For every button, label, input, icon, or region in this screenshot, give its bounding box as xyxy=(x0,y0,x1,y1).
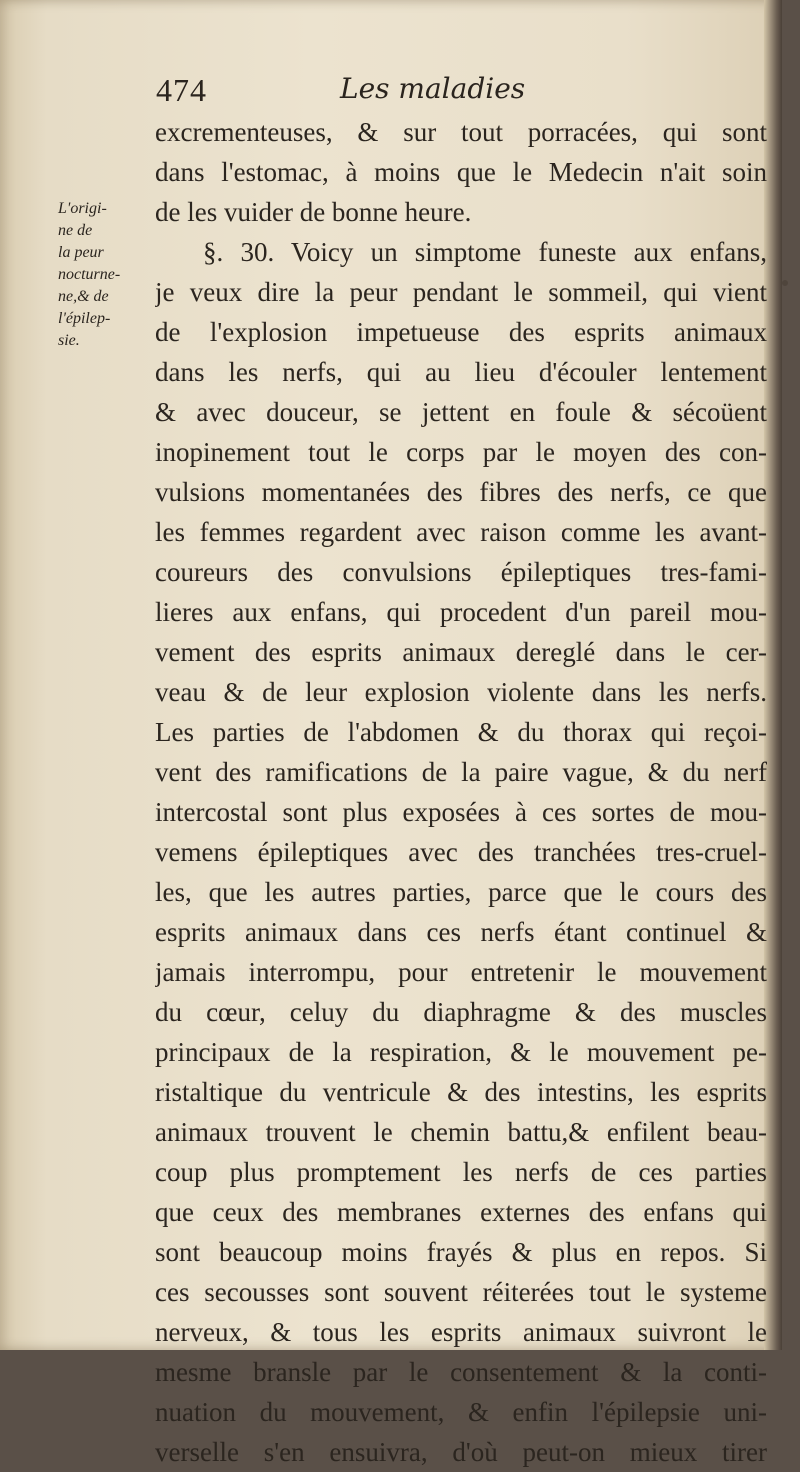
text-line: vent des ramifications de la paire vague, & du nerf xyxy=(155,757,767,787)
text-line: & avec douceur, se jettent en foule & sécoüent xyxy=(155,397,767,427)
text-line: lieres aux enfans, qui procedent d'un pareil mou- xyxy=(155,597,767,627)
text-line: les femmes regardent avec raison comme les avant- xyxy=(155,517,767,547)
text-line: §. 30. Voicy un simptome funeste aux enfans, xyxy=(203,237,767,267)
text-line: de l'explosion impetueuse des esprits animaux xyxy=(155,317,767,347)
text-line: inopinement tout le corps par le moyen des con- xyxy=(155,437,767,467)
text-line: que ceux des membranes externes des enfans qui xyxy=(155,1197,767,1227)
text-line: ristaltique du ventricule & des intestins, les esprits xyxy=(155,1077,767,1107)
text-line: je veux dire la peur pendant le sommeil, qui vient xyxy=(155,277,767,307)
margin-note-line: sie. xyxy=(58,332,80,349)
margin-note-line: ne de xyxy=(58,222,93,239)
ink-spot xyxy=(782,280,788,286)
text-line: coureurs des convulsions épileptiques tres-fami- xyxy=(155,557,767,587)
margin-note-line: nocturne- xyxy=(58,266,121,283)
running-title: Les maladies xyxy=(340,72,526,105)
text-line: principaux de la respiration, & le mouvement pe- xyxy=(155,1037,767,1067)
margin-note-line: ne,& de xyxy=(58,288,109,305)
text-line: dans les nerfs, qui au lieu d'écouler lentement xyxy=(155,357,767,387)
text-line: sont beaucoup moins frayés & plus en repos. Si xyxy=(155,1237,767,1267)
text-line: verselle s'en ensuivra, d'où peut-on mieux tirer xyxy=(155,1437,767,1467)
text-line: vemens épileptiques avec des tranchées tres-cruel- xyxy=(155,837,767,867)
text-line: excrementeuses, & sur tout porracées, qui sont xyxy=(155,117,767,147)
text-line: du cœur, celuy du diaphragme & des muscles xyxy=(155,997,767,1027)
text-line: esprits animaux dans ces nerfs étant continuel & xyxy=(155,917,767,947)
text-line: de les vuider de bonne heure. xyxy=(155,197,472,227)
page-header xyxy=(150,72,620,108)
margin-note xyxy=(58,198,154,352)
text-line: vement des esprits animaux dereglé dans le cer- xyxy=(155,637,767,667)
text-line: vulsions momentanées des fibres des nerfs, ce que xyxy=(155,477,767,507)
text-line: nuation du mouvement, & enfin l'épilepsie uni- xyxy=(155,1397,767,1427)
text-line: les, que les autres parties, parce que le cours des xyxy=(155,877,767,907)
text-line: veau & de leur explosion violente dans les nerfs. xyxy=(155,677,767,707)
margin-note-line: la peur xyxy=(58,244,104,261)
text-line: nerveux, & tous les esprits animaux suivront le xyxy=(155,1317,767,1347)
text-line: intercostal sont plus exposées à ces sortes de mou- xyxy=(155,797,767,827)
page-number: 474 xyxy=(156,72,207,108)
text-line: animaux trouvent le chemin battu,& enfilent beau- xyxy=(155,1117,767,1147)
text-line: dans l'estomac, à moins que le Medecin n'ait soin xyxy=(155,157,767,187)
margin-note-line: l'épilep- xyxy=(58,310,111,327)
body-text xyxy=(155,112,767,1472)
margin-note-line: L'origi- xyxy=(58,200,107,217)
text-line: coup plus promptement les nerfs de ces parties xyxy=(155,1157,767,1187)
text-line: Les parties de l'abdomen & du thorax qui reçoi- xyxy=(155,717,767,747)
text-line: ces secousses sont souvent réiterées tout le systeme xyxy=(155,1277,767,1307)
text-line: jamais interrompu, pour entretenir le mouvement xyxy=(155,957,767,987)
text-line: mesme bransle par le consentement & la conti- xyxy=(155,1357,767,1387)
